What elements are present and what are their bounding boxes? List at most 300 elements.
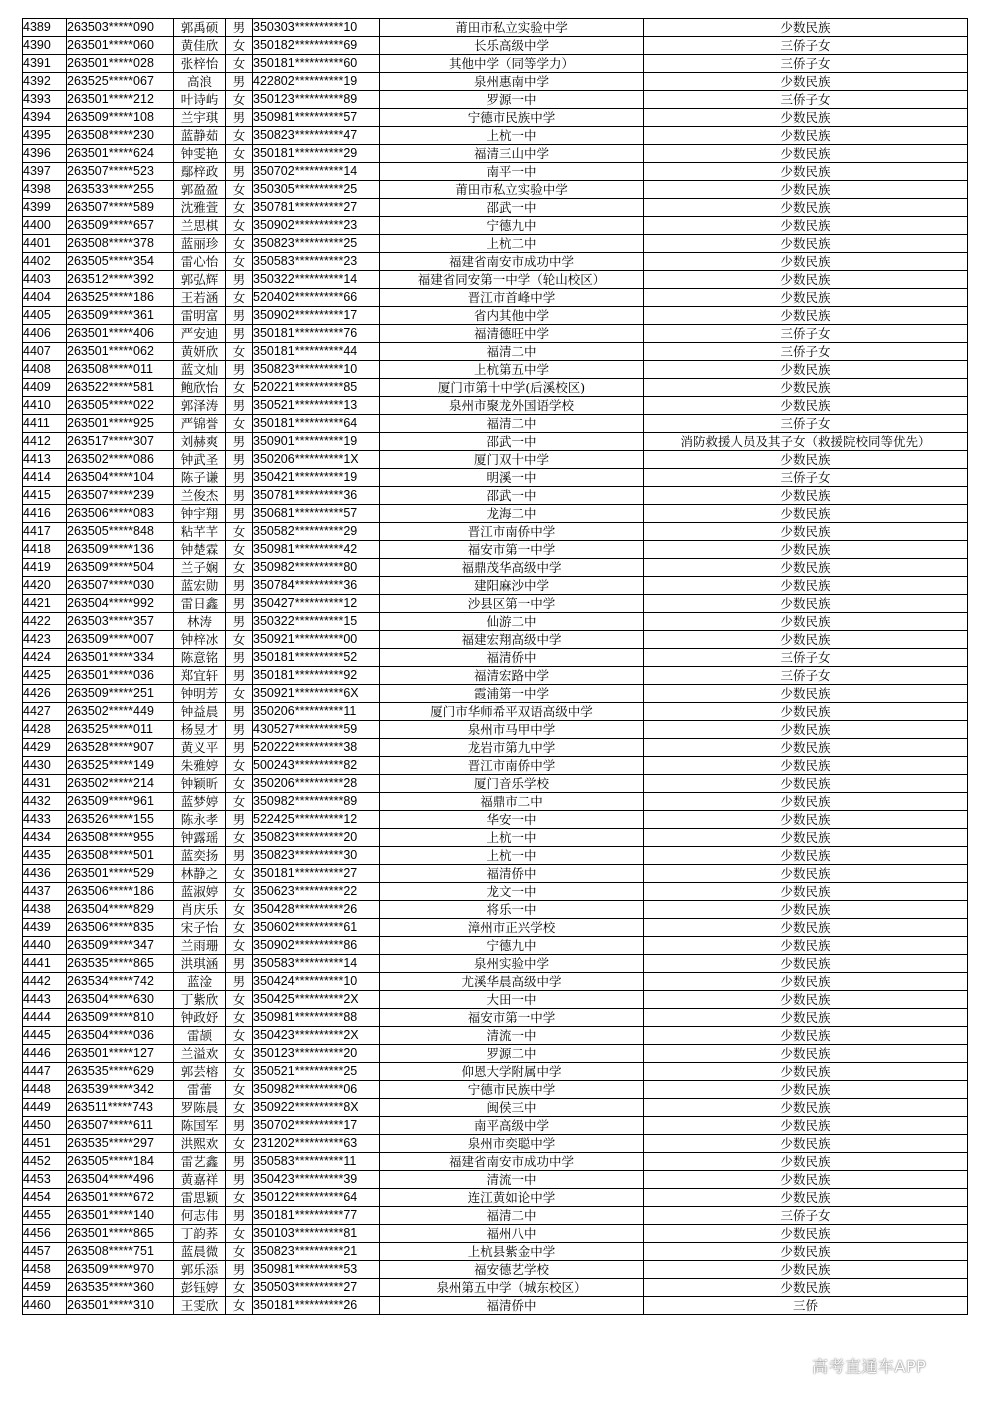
- school-name-cell: 邵武一中: [380, 487, 644, 505]
- category-cell: 少数民族: [644, 991, 968, 1009]
- student-name-cell: 洪熙欢: [174, 1135, 226, 1153]
- school-name-cell: 福清侨中: [380, 865, 644, 883]
- school-name-cell: 尤溪华晨高级中学: [380, 973, 644, 991]
- row-number-cell: 4419: [23, 559, 67, 577]
- exam-number-cell: 263535*****865: [67, 955, 174, 973]
- student-name-cell: 刘赫爽: [174, 433, 226, 451]
- student-name-cell: 蓝淦: [174, 973, 226, 991]
- category-cell: 少数民族: [644, 1063, 968, 1081]
- gender-cell: 男: [226, 163, 253, 181]
- school-name-cell: 宁德九中: [380, 937, 644, 955]
- table-row: [23, 19, 968, 37]
- school-name-cell: 上杭一中: [380, 127, 644, 145]
- exam-number-cell: 263509*****504: [67, 559, 174, 577]
- school-name-cell: 罗源一中: [380, 91, 644, 109]
- table-row: [23, 433, 968, 451]
- row-number-cell: 4424: [23, 649, 67, 667]
- table-row: [23, 253, 968, 271]
- exam-number-cell: 263508*****011: [67, 361, 174, 379]
- category-cell: 少数民族: [644, 829, 968, 847]
- category-cell: 少数民族: [644, 163, 968, 181]
- id-number-cell: 350521**********13: [253, 397, 380, 415]
- gender-cell: 女: [226, 1135, 253, 1153]
- exam-number-cell: 263504*****829: [67, 901, 174, 919]
- row-number-cell: 4444: [23, 1009, 67, 1027]
- category-cell: 少数民族: [644, 937, 968, 955]
- category-cell: 三侨子女: [644, 91, 968, 109]
- exam-number-cell: 263508*****955: [67, 829, 174, 847]
- row-number-cell: 4409: [23, 379, 67, 397]
- row-number-cell: 4442: [23, 973, 67, 991]
- gender-cell: 女: [226, 343, 253, 361]
- id-number-cell: 350922**********8X: [253, 1099, 380, 1117]
- school-name-cell: 上杭一中: [380, 847, 644, 865]
- student-name-cell: 蓝梦婷: [174, 793, 226, 811]
- school-name-cell: 晋江市南侨中学: [380, 523, 644, 541]
- gender-cell: 男: [226, 433, 253, 451]
- gender-cell: 女: [226, 757, 253, 775]
- row-number-cell: 4413: [23, 451, 67, 469]
- student-name-cell: 郭芸榕: [174, 1063, 226, 1081]
- row-number-cell: 4452: [23, 1153, 67, 1171]
- id-number-cell: 350123**********20: [253, 1045, 380, 1063]
- id-number-cell: 350181**********60: [253, 55, 380, 73]
- gender-cell: 女: [226, 775, 253, 793]
- gender-cell: 女: [226, 937, 253, 955]
- student-name-cell: 雷明富: [174, 307, 226, 325]
- id-number-cell: 350902**********17: [253, 307, 380, 325]
- row-number-cell: 4436: [23, 865, 67, 883]
- row-number-cell: 4428: [23, 721, 67, 739]
- exam-number-cell: 263505*****022: [67, 397, 174, 415]
- category-cell: 三侨子女: [644, 649, 968, 667]
- exam-number-cell: 263501*****310: [67, 1297, 174, 1315]
- category-cell: 少数民族: [644, 865, 968, 883]
- category-cell: 三侨子女: [644, 55, 968, 73]
- id-number-cell: 350181**********29: [253, 145, 380, 163]
- row-number-cell: 4411: [23, 415, 67, 433]
- table-row: [23, 649, 968, 667]
- table-row: [23, 343, 968, 361]
- school-name-cell: 福鼎市二中: [380, 793, 644, 811]
- id-number-cell: 350424**********10: [253, 973, 380, 991]
- student-name-cell: 王雯欣: [174, 1297, 226, 1315]
- table-row: [23, 613, 968, 631]
- exam-number-cell: 263512*****392: [67, 271, 174, 289]
- table-row: [23, 973, 968, 991]
- row-number-cell: 4404: [23, 289, 67, 307]
- gender-cell: 女: [226, 919, 253, 937]
- table-row: [23, 901, 968, 919]
- exam-number-cell: 263502*****449: [67, 703, 174, 721]
- category-cell: 少数民族: [644, 811, 968, 829]
- exam-number-cell: 263507*****030: [67, 577, 174, 595]
- school-name-cell: 宁德市民族中学: [380, 109, 644, 127]
- exam-number-cell: 263508*****751: [67, 1243, 174, 1261]
- exam-number-cell: 263508*****501: [67, 847, 174, 865]
- student-name-cell: 丁紫欣: [174, 991, 226, 1009]
- school-name-cell: 仰恩大学附属中学: [380, 1063, 644, 1081]
- category-cell: 少数民族: [644, 721, 968, 739]
- exam-number-cell: 263507*****589: [67, 199, 174, 217]
- row-number-cell: 4454: [23, 1189, 67, 1207]
- admission-table: [22, 18, 968, 1315]
- school-name-cell: 厦门音乐学校: [380, 775, 644, 793]
- table-row: [23, 631, 968, 649]
- gender-cell: 男: [226, 1261, 253, 1279]
- gender-cell: 女: [226, 1045, 253, 1063]
- category-cell: 少数民族: [644, 1117, 968, 1135]
- gender-cell: 男: [226, 973, 253, 991]
- exam-number-cell: 263509*****136: [67, 541, 174, 559]
- category-cell: 少数民族: [644, 451, 968, 469]
- exam-number-cell: 263501*****036: [67, 667, 174, 685]
- school-name-cell: 福清二中: [380, 343, 644, 361]
- row-number-cell: 4439: [23, 919, 67, 937]
- exam-number-cell: 263509*****970: [67, 1261, 174, 1279]
- student-name-cell: 钟雯艳: [174, 145, 226, 163]
- school-name-cell: 福安市第一中学: [380, 541, 644, 559]
- exam-number-cell: 263507*****523: [67, 163, 174, 181]
- row-number-cell: 4426: [23, 685, 67, 703]
- gender-cell: 女: [226, 1081, 253, 1099]
- school-name-cell: 清流一中: [380, 1027, 644, 1045]
- student-name-cell: 鄢梓政: [174, 163, 226, 181]
- row-number-cell: 4407: [23, 343, 67, 361]
- exam-number-cell: 263511*****743: [67, 1099, 174, 1117]
- gender-cell: 男: [226, 469, 253, 487]
- school-name-cell: 大田一中: [380, 991, 644, 1009]
- gender-cell: 女: [226, 541, 253, 559]
- row-number-cell: 4392: [23, 73, 67, 91]
- id-number-cell: 350982**********06: [253, 1081, 380, 1099]
- student-name-cell: 彭钰婷: [174, 1279, 226, 1297]
- id-number-cell: 350122**********64: [253, 1189, 380, 1207]
- category-cell: 少数民族: [644, 595, 968, 613]
- table-row: [23, 163, 968, 181]
- table-row: [23, 739, 968, 757]
- category-cell: 少数民族: [644, 109, 968, 127]
- category-cell: 少数民族: [644, 775, 968, 793]
- gender-cell: 女: [226, 55, 253, 73]
- student-name-cell: 沈雅萱: [174, 199, 226, 217]
- exam-number-cell: 263504*****104: [67, 469, 174, 487]
- school-name-cell: 福清宏路中学: [380, 667, 644, 685]
- exam-number-cell: 263509*****657: [67, 217, 174, 235]
- table-row: [23, 937, 968, 955]
- table-row: [23, 991, 968, 1009]
- table-row: [23, 919, 968, 937]
- table-row: [23, 685, 968, 703]
- exam-number-cell: 263534*****742: [67, 973, 174, 991]
- id-number-cell: 350103**********81: [253, 1225, 380, 1243]
- student-name-cell: 蓝晨微: [174, 1243, 226, 1261]
- gender-cell: 女: [226, 253, 253, 271]
- student-name-cell: 兰子娴: [174, 559, 226, 577]
- gender-cell: 女: [226, 865, 253, 883]
- gender-cell: 女: [226, 379, 253, 397]
- category-cell: 少数民族: [644, 1243, 968, 1261]
- exam-number-cell: 263501*****212: [67, 91, 174, 109]
- school-name-cell: 福清二中: [380, 1207, 644, 1225]
- school-name-cell: 厦门市华师希平双语高级中学: [380, 703, 644, 721]
- row-number-cell: 4455: [23, 1207, 67, 1225]
- student-name-cell: 钟颖昕: [174, 775, 226, 793]
- student-name-cell: 黄嘉祥: [174, 1171, 226, 1189]
- exam-number-cell: 263501*****529: [67, 865, 174, 883]
- student-name-cell: 肖庆乐: [174, 901, 226, 919]
- id-number-cell: 350823**********10: [253, 361, 380, 379]
- exam-number-cell: 263525*****011: [67, 721, 174, 739]
- table-row: [23, 1243, 968, 1261]
- table-row: [23, 307, 968, 325]
- school-name-cell: 漳州市正兴学校: [380, 919, 644, 937]
- category-cell: 少数民族: [644, 1099, 968, 1117]
- exam-number-cell: 263507*****239: [67, 487, 174, 505]
- school-name-cell: 上杭二中: [380, 235, 644, 253]
- gender-cell: 女: [226, 1099, 253, 1117]
- row-number-cell: 4450: [23, 1117, 67, 1135]
- row-number-cell: 4415: [23, 487, 67, 505]
- id-number-cell: 350823**********20: [253, 829, 380, 847]
- id-number-cell: 350921**********00: [253, 631, 380, 649]
- row-number-cell: 4427: [23, 703, 67, 721]
- gender-cell: 女: [226, 1189, 253, 1207]
- school-name-cell: 将乐一中: [380, 901, 644, 919]
- gender-cell: 女: [226, 1297, 253, 1315]
- id-number-cell: 350784**********36: [253, 577, 380, 595]
- category-cell: 少数民族: [644, 523, 968, 541]
- row-number-cell: 4460: [23, 1297, 67, 1315]
- category-cell: 少数民族: [644, 703, 968, 721]
- student-name-cell: 雷日鑫: [174, 595, 226, 613]
- gender-cell: 男: [226, 73, 253, 91]
- gender-cell: 男: [226, 667, 253, 685]
- gender-cell: 男: [226, 397, 253, 415]
- id-number-cell: 350823**********47: [253, 127, 380, 145]
- row-number-cell: 4410: [23, 397, 67, 415]
- table-row: [23, 415, 968, 433]
- category-cell: 少数民族: [644, 397, 968, 415]
- gender-cell: 女: [226, 559, 253, 577]
- id-number-cell: 350521**********25: [253, 1063, 380, 1081]
- category-cell: 少数民族: [644, 1261, 968, 1279]
- student-name-cell: 罗陈晨: [174, 1099, 226, 1117]
- school-name-cell: 泉州惠南中学: [380, 73, 644, 91]
- category-cell: 三侨子女: [644, 37, 968, 55]
- id-number-cell: 350181**********92: [253, 667, 380, 685]
- school-name-cell: 其他中学（同等学力）: [380, 55, 644, 73]
- table-row: [23, 1063, 968, 1081]
- exam-number-cell: 263509*****961: [67, 793, 174, 811]
- table-row: [23, 523, 968, 541]
- id-number-cell: 350623**********22: [253, 883, 380, 901]
- gender-cell: 男: [226, 1171, 253, 1189]
- student-name-cell: 兰思棋: [174, 217, 226, 235]
- exam-number-cell: 263509*****108: [67, 109, 174, 127]
- student-name-cell: 黄佳欣: [174, 37, 226, 55]
- school-name-cell: 福建省南安市成功中学: [380, 1153, 644, 1171]
- student-name-cell: 杨昱才: [174, 721, 226, 739]
- school-name-cell: 南平一中: [380, 163, 644, 181]
- exam-number-cell: 263509*****347: [67, 937, 174, 955]
- category-cell: 少数民族: [644, 199, 968, 217]
- table-row: [23, 271, 968, 289]
- id-number-cell: 520222**********38: [253, 739, 380, 757]
- category-cell: 少数民族: [644, 541, 968, 559]
- student-name-cell: 严锦誉: [174, 415, 226, 433]
- row-number-cell: 4421: [23, 595, 67, 613]
- id-number-cell: 350123**********89: [253, 91, 380, 109]
- school-name-cell: 明溪一中: [380, 469, 644, 487]
- row-number-cell: 4443: [23, 991, 67, 1009]
- row-number-cell: 4438: [23, 901, 67, 919]
- id-number-cell: 350582**********29: [253, 523, 380, 541]
- exam-number-cell: 263525*****186: [67, 289, 174, 307]
- table-row: [23, 109, 968, 127]
- student-name-cell: 郭乐添: [174, 1261, 226, 1279]
- table-row: [23, 487, 968, 505]
- id-number-cell: 350583**********23: [253, 253, 380, 271]
- student-name-cell: 兰俊杰: [174, 487, 226, 505]
- table-row: [23, 469, 968, 487]
- row-number-cell: 4400: [23, 217, 67, 235]
- gender-cell: 男: [226, 361, 253, 379]
- row-number-cell: 4435: [23, 847, 67, 865]
- student-name-cell: 郭禹硕: [174, 19, 226, 37]
- school-name-cell: 泉州市聚龙外国语学校: [380, 397, 644, 415]
- exam-number-cell: 263525*****067: [67, 73, 174, 91]
- school-name-cell: 厦门双十中学: [380, 451, 644, 469]
- table-row: [23, 847, 968, 865]
- category-cell: 少数民族: [644, 19, 968, 37]
- row-number-cell: 4453: [23, 1171, 67, 1189]
- table-row: [23, 1297, 968, 1315]
- category-cell: 少数民族: [644, 361, 968, 379]
- id-number-cell: 350181**********52: [253, 649, 380, 667]
- id-number-cell: 350823**********30: [253, 847, 380, 865]
- table-row: [23, 451, 968, 469]
- school-name-cell: 上杭县紫金中学: [380, 1243, 644, 1261]
- id-number-cell: 350503**********27: [253, 1279, 380, 1297]
- category-cell: 少数民族: [644, 1135, 968, 1153]
- school-name-cell: 福建宏翔高级中学: [380, 631, 644, 649]
- school-name-cell: 晋江市南侨中学: [380, 757, 644, 775]
- category-cell: 少数民族: [644, 1279, 968, 1297]
- gender-cell: 男: [226, 613, 253, 631]
- gender-cell: 女: [226, 1009, 253, 1027]
- student-name-cell: 林涛: [174, 613, 226, 631]
- id-number-cell: 350182**********69: [253, 37, 380, 55]
- table-row: [23, 1099, 968, 1117]
- table-row: [23, 703, 968, 721]
- category-cell: 少数民族: [644, 379, 968, 397]
- table-row: [23, 145, 968, 163]
- id-number-cell: 350681**********57: [253, 505, 380, 523]
- category-cell: 少数民族: [644, 685, 968, 703]
- exam-number-cell: 263501*****925: [67, 415, 174, 433]
- student-name-cell: 兰溢欢: [174, 1045, 226, 1063]
- gender-cell: 男: [226, 487, 253, 505]
- row-number-cell: 4446: [23, 1045, 67, 1063]
- id-number-cell: 350181**********76: [253, 325, 380, 343]
- table-row: [23, 1045, 968, 1063]
- id-number-cell: 350181**********77: [253, 1207, 380, 1225]
- category-cell: 少数民族: [644, 919, 968, 937]
- category-cell: 三侨子女: [644, 325, 968, 343]
- student-name-cell: 陈永孝: [174, 811, 226, 829]
- id-number-cell: 350583**********11: [253, 1153, 380, 1171]
- id-number-cell: 350901**********19: [253, 433, 380, 451]
- id-number-cell: 350921**********6X: [253, 685, 380, 703]
- id-number-cell: 350421**********19: [253, 469, 380, 487]
- exam-number-cell: 263502*****086: [67, 451, 174, 469]
- row-number-cell: 4420: [23, 577, 67, 595]
- table-row: [23, 1153, 968, 1171]
- gender-cell: 女: [226, 523, 253, 541]
- student-name-cell: 蓝奕扬: [174, 847, 226, 865]
- table-row: [23, 379, 968, 397]
- table-row: [23, 1261, 968, 1279]
- school-name-cell: 莆田市私立实验中学: [380, 181, 644, 199]
- category-cell: 少数民族: [644, 217, 968, 235]
- gender-cell: 女: [226, 127, 253, 145]
- school-name-cell: 霞浦第一中学: [380, 685, 644, 703]
- student-name-cell: 郭泽涛: [174, 397, 226, 415]
- id-number-cell: 430527**********59: [253, 721, 380, 739]
- student-name-cell: 何志伟: [174, 1207, 226, 1225]
- student-name-cell: 钟明芳: [174, 685, 226, 703]
- gender-cell: 女: [226, 793, 253, 811]
- exam-number-cell: 263535*****360: [67, 1279, 174, 1297]
- category-cell: 少数民族: [644, 289, 968, 307]
- school-name-cell: 福清二中: [380, 415, 644, 433]
- exam-number-cell: 263505*****184: [67, 1153, 174, 1171]
- student-name-cell: 黄义平: [174, 739, 226, 757]
- student-name-cell: 蓝淑婷: [174, 883, 226, 901]
- student-name-cell: 鲍欣怡: [174, 379, 226, 397]
- row-number-cell: 4414: [23, 469, 67, 487]
- table-row: [23, 1081, 968, 1099]
- student-name-cell: 钟政妤: [174, 1009, 226, 1027]
- row-number-cell: 4459: [23, 1279, 67, 1297]
- student-name-cell: 钟宇翔: [174, 505, 226, 523]
- gender-cell: 女: [226, 289, 253, 307]
- school-name-cell: 厦门市第十中学(后溪校区): [380, 379, 644, 397]
- id-number-cell: 350206**********28: [253, 775, 380, 793]
- row-number-cell: 4406: [23, 325, 67, 343]
- gender-cell: 女: [226, 199, 253, 217]
- school-name-cell: 晋江市首峰中学: [380, 289, 644, 307]
- gender-cell: 男: [226, 1153, 253, 1171]
- gender-cell: 男: [226, 325, 253, 343]
- row-number-cell: 4389: [23, 19, 67, 37]
- student-name-cell: 雷思颖: [174, 1189, 226, 1207]
- id-number-cell: 350425**********2X: [253, 991, 380, 1009]
- exam-number-cell: 263506*****186: [67, 883, 174, 901]
- school-name-cell: 宁德九中: [380, 217, 644, 235]
- row-number-cell: 4429: [23, 739, 67, 757]
- gender-cell: 女: [226, 1063, 253, 1081]
- id-number-cell: 350981**********57: [253, 109, 380, 127]
- table-row: [23, 55, 968, 73]
- student-name-cell: 张梓怡: [174, 55, 226, 73]
- school-name-cell: 福清侨中: [380, 649, 644, 667]
- school-name-cell: 泉州实验中学: [380, 955, 644, 973]
- category-cell: 少数民族: [644, 1027, 968, 1045]
- gender-cell: 女: [226, 91, 253, 109]
- id-number-cell: 350303**********10: [253, 19, 380, 37]
